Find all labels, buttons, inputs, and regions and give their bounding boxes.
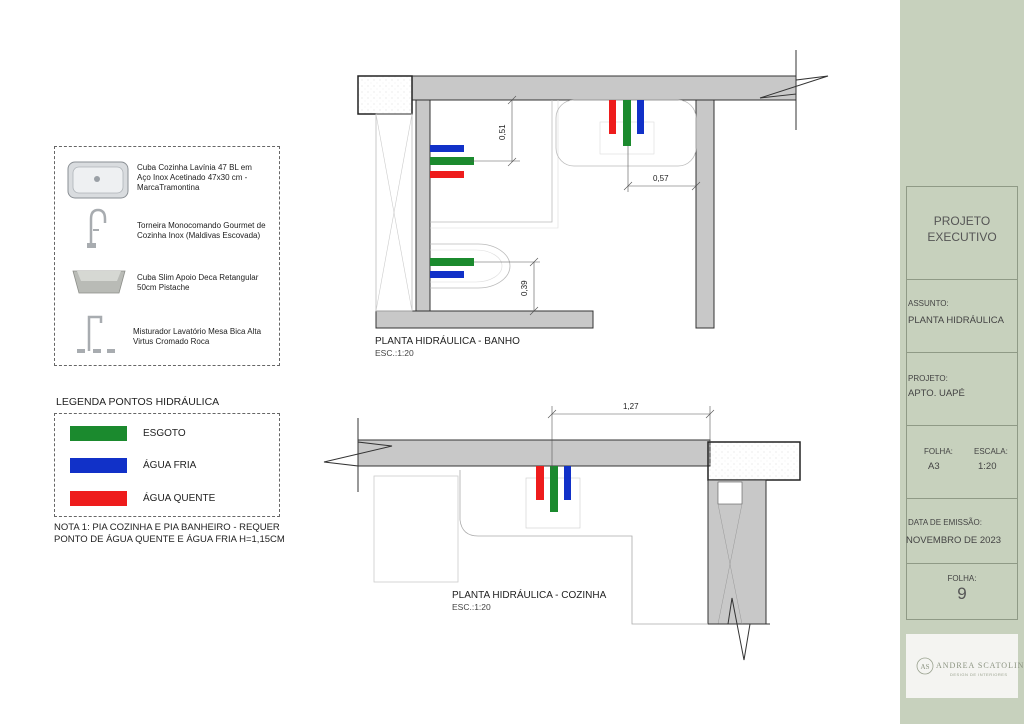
kitchen-dim-127: 1,27 <box>623 402 639 411</box>
bath-plan-title: PLANTA HIDRÁULICA - BANHO <box>375 336 520 347</box>
dimension-line <box>474 258 540 315</box>
dimension-line <box>470 96 520 166</box>
sewer-point <box>430 258 474 266</box>
product-text: Cuba Slim Apoio Deca Retangular 50cm Pistache <box>137 273 259 292</box>
sink-icon <box>67 161 129 199</box>
project-value: APTO. UAPÉ <box>908 388 965 399</box>
date-label: DATA DE EMISSÃO: <box>908 518 982 527</box>
dimension-line <box>624 146 700 192</box>
kitchen-faucet-icon <box>83 207 109 249</box>
cold-water-point <box>430 271 464 278</box>
cold-water-point <box>430 145 464 152</box>
svg-text:AS: AS <box>920 663 930 671</box>
hot-water-point <box>430 171 464 178</box>
sewer-point <box>623 100 631 146</box>
scale-label: ESCALA: <box>974 447 1008 456</box>
scale-value: 1:20 <box>978 461 997 472</box>
sheet-value: A3 <box>928 461 940 472</box>
bath-left-wall <box>416 100 430 311</box>
kitchen-plan <box>324 406 800 660</box>
sewer-point <box>430 157 474 165</box>
hot-water-point <box>536 466 544 500</box>
date-value: NOVEMBRO DE 2023 <box>906 535 1002 546</box>
page-number: 9 <box>957 584 967 603</box>
note-line-1: NOTA 1: PIA COZINHA E PIA BANHEIRO - REQUER <box>54 522 280 533</box>
legend-title: LEGENDA PONTOS HIDRÁULICA <box>56 396 220 408</box>
legend-label-cold: ÁGUA FRIA <box>143 460 197 471</box>
page-label: FOLHA: <box>947 574 977 583</box>
hot-water-swatch <box>70 491 127 506</box>
subject-value: PLANTA HIDRÁULICA <box>908 315 1004 326</box>
bath-dim-051: 0,51 <box>498 124 507 140</box>
bath-plan-scale: ESC.:1:20 <box>375 348 414 358</box>
basin-icon <box>71 265 127 297</box>
kitchen-appliance <box>374 476 458 582</box>
logo-mark-icon <box>916 656 934 676</box>
bath-dim-039: 0,39 <box>520 280 529 296</box>
legend-label-sewer: ESGOTO <box>143 428 186 439</box>
title-block-frame <box>906 186 1018 620</box>
project-label: PROJETO: <box>908 374 948 383</box>
cold-water-point <box>637 100 644 134</box>
kitchen-column <box>708 442 800 480</box>
sewer-swatch <box>70 426 127 441</box>
cold-water-point <box>564 466 571 500</box>
logo <box>906 634 1024 698</box>
product-text: Cuba Cozinha Lavínia 47 BL em Aço Inox Acetinado 47x30 cm - MarcaTramontina <box>137 163 252 192</box>
bath-plan <box>358 50 828 328</box>
product-text: Torneira Monocomando Gourmet de Cozinha Inox (Maldivas Escovada) <box>137 221 266 240</box>
hydraulic-legend <box>54 413 280 517</box>
product-text: Misturador Lavatório Mesa Bica Alta Virtus Cromado Roca <box>133 327 262 346</box>
bath-right-wall <box>696 100 714 328</box>
logo-tagline: DESIGN DE INTERIORES <box>950 672 1008 677</box>
kitchen-plan-scale: ESC.:1:20 <box>452 602 491 612</box>
basin-mixer-icon <box>75 311 119 357</box>
hot-water-point <box>609 100 616 134</box>
project-type-line1: PROJETO <box>933 214 991 228</box>
bath-bottom-wall <box>376 311 593 328</box>
project-type-line2: EXECUTIVO <box>927 230 997 244</box>
subject-label: ASSUNTO: <box>908 299 949 308</box>
bath-dim-057: 0,57 <box>653 174 669 183</box>
cold-water-swatch <box>70 458 127 473</box>
logo-name: ANDREA SCATOLIN <box>936 661 1024 670</box>
sheet-label: FOLHA: <box>924 447 953 456</box>
kitchen-plan-title: PLANTA HIDRÁULICA - COZINHA <box>452 590 607 601</box>
bath-top-wall <box>412 76 796 100</box>
note-line-2: PONTO DE ÁGUA QUENTE E ÁGUA FRIA H=1,15CM <box>54 534 285 545</box>
legend-label-hot: ÁGUA QUENTE <box>143 493 216 504</box>
kitchen-wall <box>358 440 710 466</box>
products-legend <box>54 146 280 366</box>
bath-column <box>358 76 412 114</box>
sewer-point <box>550 466 558 512</box>
